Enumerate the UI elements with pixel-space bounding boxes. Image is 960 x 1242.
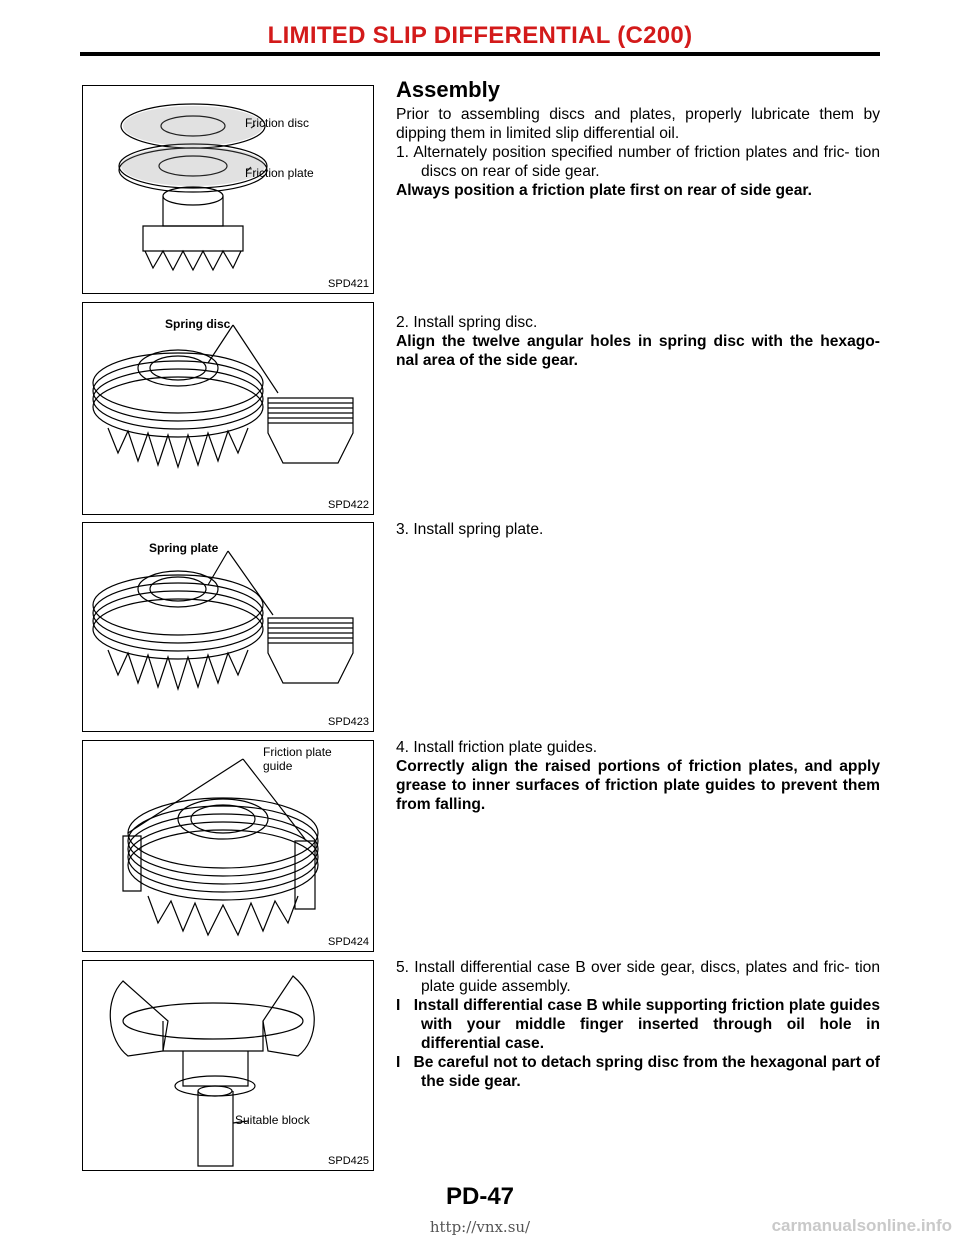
section-step-2 bbox=[396, 313, 880, 370]
figure-code: SPD424 bbox=[328, 936, 369, 948]
figure-label: Friction disc bbox=[245, 116, 310, 130]
figure-spd423 bbox=[82, 522, 374, 732]
friction-plate-guide-illustration bbox=[83, 741, 375, 953]
step-4-note: Correctly align the raised portions of friction plates, and apply grease to inner surfaces of friction plate guides to prevent them from falling. bbox=[396, 758, 880, 813]
page-header-title: LIMITED SLIP DIFFERENTIAL (C200) bbox=[267, 22, 693, 49]
section-heading: Assembly bbox=[396, 77, 500, 102]
intro-text: Prior to assembling discs and plates, properly lubricate them by dipping them in limited slip differential oil. bbox=[396, 106, 880, 142]
bullet-text: Be careful not to detach spring disc from the hexagonal part of the side gear. bbox=[413, 1054, 880, 1090]
spring-plate-illustration bbox=[83, 523, 375, 733]
bullet-mark: I bbox=[396, 997, 401, 1014]
step-2-note: Align the twelve angular holes in spring disc with the hexago- nal area of the side gear. bbox=[396, 333, 880, 369]
figure-label: Friction plate bbox=[245, 166, 314, 180]
section-step-5 bbox=[396, 958, 880, 1091]
step-4: 4. Install friction plate guides. bbox=[396, 739, 598, 756]
figure-code: SPD421 bbox=[328, 278, 369, 290]
figure-spd424 bbox=[82, 740, 374, 952]
figure-code: SPD423 bbox=[328, 716, 369, 728]
figure-spd425 bbox=[82, 960, 374, 1171]
header-rule bbox=[80, 52, 880, 56]
watermark: carmanualsonline.info bbox=[771, 1216, 952, 1235]
step-1-note: Always position a friction plate first on rear of side gear. bbox=[396, 182, 812, 199]
bullet-mark: I bbox=[396, 1054, 401, 1071]
section-step-3 bbox=[396, 520, 880, 539]
step-5: 5. Install differential case B over side gear, discs, plates and fric- tion plate guide assembly. bbox=[396, 959, 880, 995]
figure-label: guide bbox=[263, 759, 293, 773]
step-1: 1. Alternately position specified number of friction plates and fric- tion discs on rear of side gear. bbox=[396, 144, 880, 180]
spring-disc-illustration bbox=[83, 303, 375, 516]
figure-label: Friction plate bbox=[263, 745, 332, 759]
step-5-bullet-1 bbox=[396, 996, 880, 1053]
section-assembly bbox=[396, 77, 880, 200]
figure-label: Spring plate bbox=[149, 541, 219, 555]
figure-spd421 bbox=[82, 85, 374, 294]
friction-disc-plate-illustration bbox=[83, 86, 375, 295]
section-step-4 bbox=[396, 738, 880, 814]
step-3: 3. Install spring plate. bbox=[396, 521, 544, 538]
page-number: PD-47 bbox=[445, 1183, 515, 1210]
figure-spd422 bbox=[82, 302, 374, 515]
figure-label: Suitable block bbox=[235, 1113, 310, 1127]
step-5-bullet-2 bbox=[396, 1053, 880, 1091]
bullet-text: Install differential case B while supporting friction plate guides with your middle finger inserted through oil hole in differential case. bbox=[413, 997, 880, 1052]
differential-case-illustration bbox=[83, 961, 375, 1172]
figure-code: SPD425 bbox=[328, 1155, 369, 1167]
step-2: 2. Install spring disc. bbox=[396, 314, 538, 331]
figure-code: SPD422 bbox=[328, 499, 369, 511]
footer-url[interactable]: http://vnx.su/ bbox=[429, 1218, 531, 1236]
figure-label: Spring disc bbox=[165, 317, 231, 331]
